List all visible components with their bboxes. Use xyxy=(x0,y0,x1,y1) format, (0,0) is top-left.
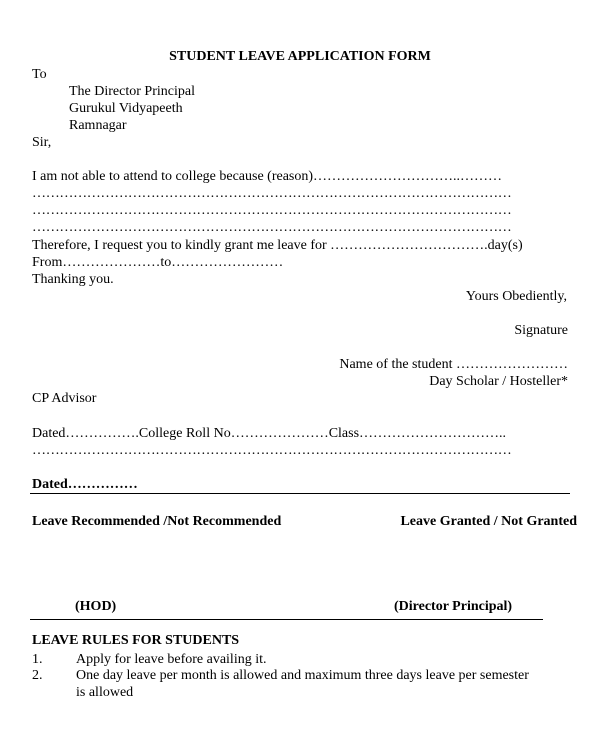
salutation: Sir, xyxy=(32,135,52,150)
advisor-dated-line: Dated…………….College Roll No…………………Class………………………….. xyxy=(32,426,507,441)
form-title: STUDENT LEAVE APPLICATION FORM xyxy=(169,49,431,64)
rule-text-continuation: is allowed xyxy=(76,685,134,700)
rule-text: Apply for leave before availing it. xyxy=(76,652,267,667)
signature-label: Signature xyxy=(514,323,568,338)
dotted-line: …………………………………………………………………………………………… xyxy=(32,203,512,218)
rules-title: LEAVE RULES FOR STUDENTS xyxy=(32,633,240,648)
rule-number: 2. xyxy=(32,668,43,683)
leave-recommended-label: Leave Recommended /Not Recommended xyxy=(32,514,282,529)
cp-advisor-label: CP Advisor xyxy=(32,391,97,406)
address-line-1: The Director Principal xyxy=(69,84,195,99)
to-label: To xyxy=(32,67,47,82)
dotted-line: …………………………………………………………………………………………… xyxy=(32,220,512,235)
rule-number: 1. xyxy=(32,652,43,667)
hod-label: (HOD) xyxy=(75,599,117,614)
day-scholar-label: Day Scholar / Hosteller* xyxy=(429,374,568,389)
rule-text: One day leave per month is allowed and maximum three days leave per semester xyxy=(76,668,529,683)
student-name-label: Name of the student …………………… xyxy=(339,357,568,372)
leave-granted-label: Leave Granted / Not Granted xyxy=(400,514,577,529)
from-to-line: From…………………to…………………… xyxy=(32,255,284,270)
thanking: Thanking you. xyxy=(32,272,114,287)
dotted-line: …………………………………………………………………………………………… xyxy=(32,186,512,201)
reason-line: I am not able to attend to college because (reason)…………………………..……… xyxy=(32,169,503,184)
address-line-2: Gurukul Vidyapeeth xyxy=(69,101,183,116)
request-line: Therefore, I request you to kindly grant me leave for …………………………….day(s) xyxy=(32,238,523,253)
address-line-3: Ramnagar xyxy=(69,118,127,133)
divider xyxy=(30,619,543,620)
divider xyxy=(30,493,570,494)
director-principal-label: (Director Principal) xyxy=(394,599,513,614)
office-dated: Dated…………… xyxy=(32,477,138,492)
advisor-dotted-line: …………………………………………………………………………………………… xyxy=(32,443,512,458)
yours-obediently: Yours Obediently, xyxy=(465,289,567,304)
